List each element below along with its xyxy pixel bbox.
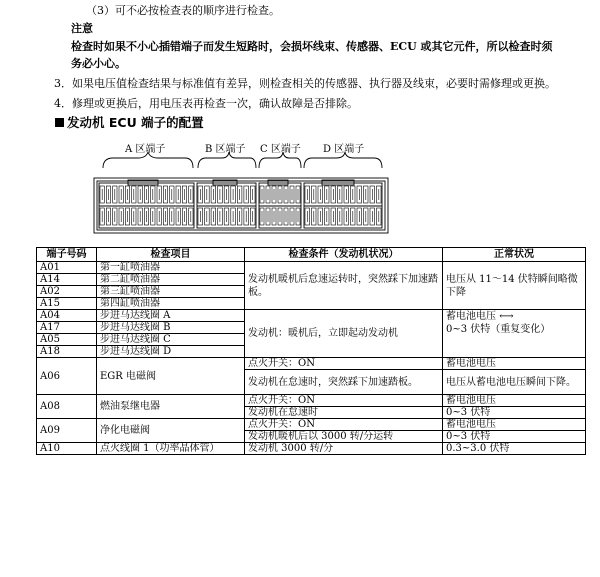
normal-cell: 0~3 伏特 (443, 407, 586, 419)
pin-cell: A01 (37, 262, 97, 274)
item-cell: 燃油泵继电器 (97, 395, 245, 419)
section-title-text: 发动机 ECU 端子的配置 (67, 115, 204, 130)
item3-text: 3．如果电压值检查结果与标准值有差异，则检查相关的传感器、执行器及线束，必要时需修理或更换。 (54, 77, 556, 90)
condition-cell: 发动机：暖机后，立即起动发动机 (245, 310, 443, 358)
brace-d (304, 152, 382, 168)
pin-cell: A18 (37, 346, 97, 358)
note-line-1: 检查时如果不小心插错端子而发生短路时，会损坏线束、传感器、ECU 或其它元件，所以检查时须 (71, 40, 553, 53)
condition-cell: 发动机暖机后怠速运转时，突然踩下加速踏板。 (245, 262, 443, 310)
ecu-terminal-table (36, 247, 586, 455)
pin-cell: A14 (37, 274, 97, 286)
normal-cell: 蓄电池电压 (443, 419, 586, 431)
condition-cell: 点火开关：ON (245, 419, 443, 431)
normal-text: 蓄电池电压 (446, 311, 496, 322)
pin-cell: A05 (37, 334, 97, 346)
note-line-2: 务必小心。 (71, 57, 126, 70)
col-header-pin: 端子号码 (37, 248, 97, 262)
pin-cell: A10 (37, 443, 97, 455)
col-header-item: 检查项目 (97, 248, 245, 262)
item-cell: 点火线圈 1（功率晶体管） (97, 443, 245, 455)
item-cell: 第三缸喷油器 (97, 286, 245, 298)
brace-b (198, 152, 256, 168)
brace-c (259, 152, 301, 168)
item-cell: 第一缸喷油器 (97, 262, 245, 274)
table-row (37, 419, 586, 431)
item4-text: 4．修理或更换后，用电压表再检查一次，确认故障是否排除。 (54, 97, 358, 110)
connector-label-a: A 区端子 (125, 144, 166, 155)
pin-cell: A17 (37, 322, 97, 334)
condition-cell: 发动机在怠速时 (245, 407, 443, 419)
item-cell: 步进马达线圈 B (97, 322, 245, 334)
condition-cell: 点火开关：ON (245, 358, 443, 370)
table-row (37, 358, 586, 370)
table-row (37, 395, 586, 407)
connector-label-c: C 区端子 (260, 144, 301, 155)
col-header-condition: 检查条件（发动机状况） (245, 248, 443, 262)
normal-cell: 电压从 11～14 伏特瞬间略微下降 (443, 262, 586, 310)
condition-cell: 点火开关：ON (245, 395, 443, 407)
table-header-row (37, 248, 586, 262)
col-header-normal: 正常状况 (443, 248, 586, 262)
connector-label-b: B 区端子 (205, 144, 246, 155)
table-row (37, 443, 586, 455)
normal-cell: 蓄电池电压 (443, 395, 586, 407)
condition-cell: 发动机暖机后以 3000 转/分运转 (245, 431, 443, 443)
pin-cell: A04 (37, 310, 97, 322)
pin-cell: A02 (37, 286, 97, 298)
pin-cell: A15 (37, 298, 97, 310)
item-cell: EGR 电磁阀 (97, 358, 245, 395)
table-row (37, 262, 586, 274)
table-row (37, 310, 586, 322)
item-cell: 第四缸喷油器 (97, 298, 245, 310)
pin-cell: A08 (37, 395, 97, 419)
item-cell: 净化电磁阀 (97, 419, 245, 443)
normal-cell: 0.3~3.0 伏特 (443, 443, 586, 455)
normal-text: 0~3 伏特（重复变化） (446, 324, 551, 335)
item-cell: 第二缸喷油器 (97, 274, 245, 286)
brace-a (103, 152, 193, 168)
item-cell: 步进马达线圈 C (97, 334, 245, 346)
condition-cell: 发动机在怠速时，突然踩下加速踏板。 (245, 370, 443, 395)
pin-cell: A06 (37, 358, 97, 395)
item-cell: 步进马达线圈 D (97, 346, 245, 358)
double-arrow-icon: ⟷ (499, 311, 514, 322)
step3-text: （3）可不必按检查表的顺序进行检查。 (86, 4, 280, 17)
note-title: 注意 (71, 22, 93, 35)
connector-label-d: D 区端子 (323, 144, 365, 155)
pin-cell: A09 (37, 419, 97, 443)
normal-cell (443, 310, 586, 358)
condition-cell: 发动机 3000 转/分 (245, 443, 443, 455)
normal-cell: 0~3 伏特 (443, 431, 586, 443)
item-cell: 步进马达线圈 A (97, 310, 245, 322)
normal-cell: 电压从蓄电池电压瞬间下降。 (443, 370, 586, 395)
normal-cell: 蓄电池电压 (443, 358, 586, 370)
